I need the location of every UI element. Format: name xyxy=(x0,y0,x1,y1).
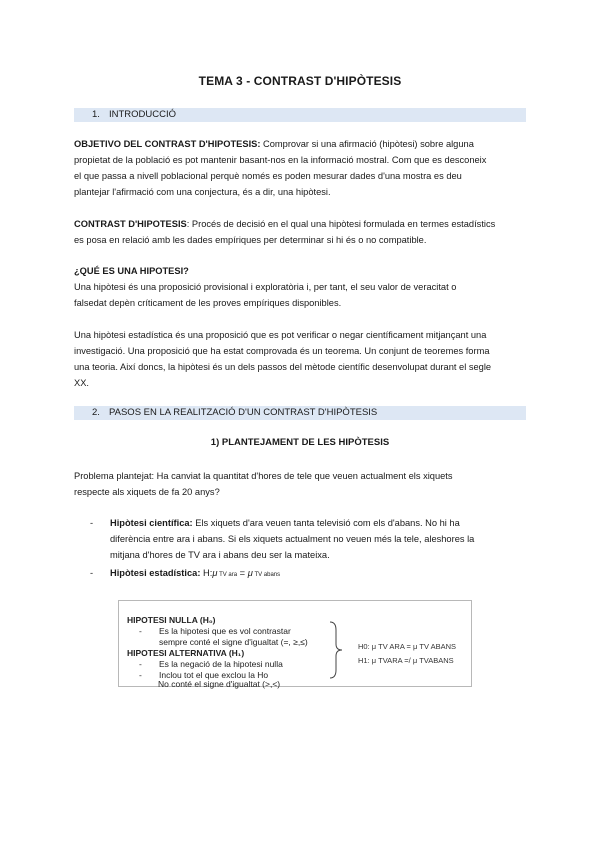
stat-hyp-line-3: una teoria. Així doncs, la hipòtesi és un dels passos del mètode científic desenvolupat durant el segle xyxy=(74,362,492,372)
h0-formula: H0: μ TV ARA = μ TV ABANS xyxy=(358,642,457,651)
what-is-line-2: falsedat depèn críticament de les proves empíriques disponibles. xyxy=(74,298,342,308)
objective-line-3: el que passa a nivell poblacional perquè només es poden mesurar dades d'una mostra es deu xyxy=(74,171,462,181)
section-2-title: PASOS EN LA REALITZACIÓ D'UN CONTRAST D'HIPÒTESIS xyxy=(109,407,378,418)
contrast-text-1: : Procés de decisió en el qual una hipòtesi formulada en termes estadístics xyxy=(186,219,496,229)
box-dash: - xyxy=(139,626,142,636)
null-hypothesis-title: HIPOTESI NULLA (H₀) xyxy=(127,615,216,625)
stat-hyp-line-4: XX. xyxy=(74,378,89,388)
scientific-line-1 xyxy=(110,515,526,531)
alt-line-2: Inclou tot el que exclou la Ho xyxy=(159,670,269,680)
alt-line-1: Es la negació de la hipotesi nulla xyxy=(159,659,283,669)
null-line-2: sempre conté el signe d'igualtat (=, ≥,≤) xyxy=(159,637,308,647)
subheading-plantejament: 1) PLANTEJAMENT DE LES HIPÒTESIS xyxy=(210,437,390,448)
brace-icon xyxy=(326,620,346,680)
scientific-label: Hipòtesi científica: xyxy=(110,518,193,528)
objective-line-2: propietat de la població es pot mantenir basant-nos en la informació mostral. Com que es desconeix xyxy=(74,155,487,165)
what-is-heading: ¿QUÉ ES UNA HIPOTESI? xyxy=(74,266,189,276)
problem-line-2: respecte als xiquets de fa 20 anys? xyxy=(74,487,220,497)
section-2-header xyxy=(74,406,526,420)
statistical-label: Hipòtesi estadística: xyxy=(110,568,201,578)
section-1-number: 1. xyxy=(92,109,100,120)
equals-sign: = xyxy=(237,568,248,578)
document-title: TEMA 3 - CONTRAST D'HIPÒTESIS xyxy=(198,74,402,88)
objective-line-1 xyxy=(74,136,526,152)
alt-hypothesis-title: HIPOTESI ALTERNATIVA (H₁) xyxy=(127,648,245,658)
box-dash: - xyxy=(139,659,142,669)
h1-formula: H1: μ TVARA =/ μ TVABANS xyxy=(358,656,454,665)
box-dash: - xyxy=(139,670,142,680)
contrast-line-1 xyxy=(74,216,526,232)
null-line-1: Es la hipotesi que es vol contrastar xyxy=(159,626,291,636)
contrast-line-2: es posa en relació amb les dades empíriques per determinar si hi és o no compatible. xyxy=(74,235,427,245)
scientific-line-3: mitjana d'hores de TV ara i abans deu ser la mateixa. xyxy=(110,550,330,560)
mu-symbol: μ xyxy=(212,568,218,578)
stat-hyp-line-2: investigació. Una proposició que ha estat comprovada és un teorema. Un conjunt de teoremes forma xyxy=(74,346,490,356)
bullet-dash: - xyxy=(90,518,94,528)
problem-line-1: Problema plantejat: Ha canviat la quantitat d'hores de tele que veuen actualment els xiquets xyxy=(74,471,453,481)
objective-label: OBJETIVO DEL CONTRAST D'HIPOTESIS: xyxy=(74,139,261,149)
stat-prefix: H: xyxy=(200,568,213,578)
scientific-line-2: diferència entre ara i abans. Si els xiquets actualment no veuen més la tele, aleshores la xyxy=(110,534,475,544)
statistical-line xyxy=(110,565,526,583)
objective-line-4: plantejar l'afirmació com una conjectura, és a dir, una hipòtesi. xyxy=(74,187,331,197)
section-2-number: 2. xyxy=(92,407,100,418)
bullet-dash: - xyxy=(90,568,94,578)
sub-tv-ara: TV ara xyxy=(217,572,238,578)
scientific-text-1: Els xiquets d'ara veuen tanta televisió com els d'abans. No hi ha xyxy=(192,518,460,528)
contrast-label: CONTRAST D'HIPOTESIS xyxy=(74,219,187,229)
section-1-title: INTRODUCCIÓ xyxy=(109,109,177,120)
sub-tv-abans: TV abans xyxy=(252,572,281,578)
alt-line-3: No conté el signe d'igualtat (>,<) xyxy=(158,679,281,689)
objective-text-1: Comprovar si una afirmació (hipòtesi) sobre alguna xyxy=(260,139,474,149)
stat-hyp-line-1: Una hipòtesi estadística és una proposició que es pot verificar o negar científicament mitjançant una xyxy=(74,330,487,340)
what-is-line-1: Una hipòtesi és una proposició provisional i exploratòria i, per tant, el seu valor de veracitat o xyxy=(74,282,457,292)
mu-symbol: μ xyxy=(247,568,253,578)
section-1-header xyxy=(74,108,526,122)
